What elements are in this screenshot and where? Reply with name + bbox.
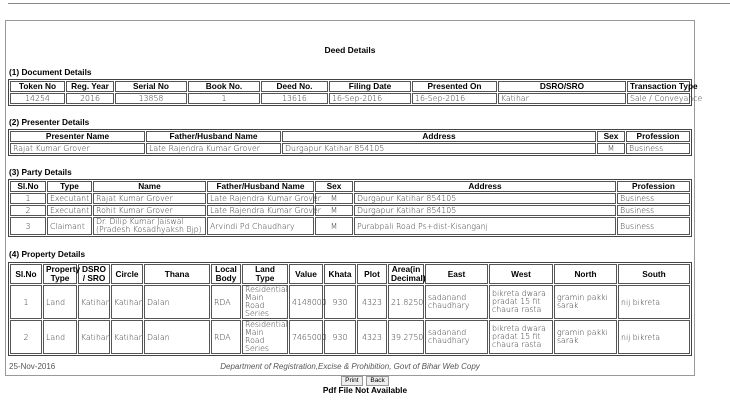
plot: 4323 xyxy=(357,285,387,319)
khata: 930 xyxy=(324,320,356,354)
north: gramin pakki sarak xyxy=(554,285,617,319)
north: gramin pakki sarak xyxy=(554,320,617,354)
pdf-status: Pdf File Not Available xyxy=(322,385,408,395)
document-details-heading: (1) Document Details xyxy=(9,67,92,77)
sex: M xyxy=(315,193,353,204)
token-no: 14254 xyxy=(10,93,65,104)
father-husband-name: Late Rajendra Kumar Grover xyxy=(207,193,314,204)
area: 39.2750 xyxy=(388,320,424,354)
col-sex: Sex xyxy=(315,181,353,192)
col-presented-on: Presented On xyxy=(412,81,497,92)
address: Durgapur Katihar 854105 xyxy=(282,143,596,154)
local-body: RDA xyxy=(211,320,241,354)
property-type: Land xyxy=(43,320,77,354)
type: Executant xyxy=(47,205,92,216)
east: sadanand chaudhary xyxy=(425,320,488,354)
col-area: Area(in Decimal) xyxy=(388,264,424,284)
footer-department: Department of Registration,Excise & Prohibition, Govt of Bihar Web Copy xyxy=(220,362,480,371)
book-no: 1 xyxy=(188,93,260,104)
property-details-heading: (4) Property Details xyxy=(9,249,86,259)
property-type: Land xyxy=(43,285,77,319)
col-father-husband-name: Father/Husband Name xyxy=(146,131,281,142)
col-east: East xyxy=(425,264,488,284)
sl-no: 2 xyxy=(10,320,42,354)
profession: Business xyxy=(617,217,690,235)
reg-year: 2016 xyxy=(66,93,114,104)
col-thana: Thana xyxy=(144,264,210,284)
col-filing-date: Filing Date xyxy=(329,81,411,92)
profession: Business xyxy=(617,193,690,204)
filing-date: 16-Sep-2016 xyxy=(329,93,411,104)
table-row xyxy=(10,285,690,319)
back-button[interactable]: Back xyxy=(366,376,388,386)
sex: M xyxy=(315,205,353,216)
col-circle: Circle xyxy=(111,264,143,284)
col-south: South xyxy=(618,264,690,284)
name: Rohit Kumar Grover xyxy=(93,205,206,216)
name: Rajat Kumar Grover xyxy=(93,193,206,204)
col-sex: Sex xyxy=(597,131,625,142)
page-title: Deed Details xyxy=(324,45,376,55)
east: sadanand chaudhary xyxy=(425,285,488,319)
property-details-table xyxy=(8,262,692,356)
area: 21.8250 xyxy=(388,285,424,319)
sl-no: 1 xyxy=(10,285,42,319)
party-header-row xyxy=(10,181,690,192)
col-name: Name xyxy=(93,181,206,192)
property-header-row xyxy=(10,264,690,284)
plot: 4323 xyxy=(357,320,387,354)
west: bikreta dwara pradat 15 fit chaura rasta xyxy=(489,320,553,354)
top-rule xyxy=(8,3,730,4)
col-profession: Profession xyxy=(626,131,690,142)
col-local-body: Local Body xyxy=(211,264,241,284)
dsro-sro: Katihar xyxy=(78,285,110,319)
col-property-type: Property Type xyxy=(43,264,77,284)
type: Executant xyxy=(47,193,92,204)
col-type: Type xyxy=(47,181,92,192)
address: Purabpali Road Ps+dist-Kisanganj xyxy=(354,217,616,235)
col-father-husband-name: Father/Husband Name xyxy=(207,181,314,192)
circle: Katihar xyxy=(111,285,143,319)
table-row xyxy=(10,217,690,235)
col-sl-no: Sl.No xyxy=(10,264,42,284)
presenter-details-heading: (2) Presenter Details xyxy=(9,117,90,127)
father-husband-name: Late Rajendra Kumar Grover xyxy=(146,143,281,154)
address: Durgapur Katihar 854105 xyxy=(354,205,616,216)
col-book-no: Book No. xyxy=(188,81,260,92)
address: Durgapur Katihar 854105 xyxy=(354,193,616,204)
col-reg-year: Reg. Year xyxy=(66,81,114,92)
table-row xyxy=(10,205,690,216)
sl-no: 3 xyxy=(10,217,46,235)
serial-no: 13858 xyxy=(115,93,187,104)
col-dsro-sro: DSRO/SRO xyxy=(498,81,626,92)
west: bikreta dwara pradat 15 fit chaura rasta xyxy=(489,285,553,319)
col-transaction-type: Transaction Type xyxy=(627,81,690,92)
col-deed-no: Deed No. xyxy=(261,81,328,92)
deed-details-panel xyxy=(5,20,703,376)
type: Claimant xyxy=(47,217,92,235)
col-plot: Plot xyxy=(357,264,387,284)
col-token-no: Token No xyxy=(10,81,65,92)
local-body: RDA xyxy=(211,285,241,319)
table-row xyxy=(10,93,690,104)
col-address: Address xyxy=(282,131,596,142)
south: nij bikreta xyxy=(618,285,690,319)
col-value: Value xyxy=(289,264,323,284)
col-sl-no: Sl.No xyxy=(10,181,46,192)
khata: 930 xyxy=(324,285,356,319)
land-type: Residential Main Road Series xyxy=(242,285,288,319)
col-north: North xyxy=(554,264,617,284)
presenter-header-row xyxy=(10,131,690,142)
table-row xyxy=(10,193,690,204)
print-button[interactable]: Print xyxy=(341,376,362,386)
land-type: Residential Main Road Series xyxy=(242,320,288,354)
circle: Katihar xyxy=(111,320,143,354)
value: 4148000 xyxy=(289,285,323,319)
transaction-type: Sale / Conveyance xyxy=(627,93,690,104)
col-dsro-sro: DSRO / SRO xyxy=(78,264,110,284)
col-land-type: Land Type xyxy=(242,264,288,284)
presenter-details-table xyxy=(8,129,692,156)
value: 7465000 xyxy=(289,320,323,354)
party-details-heading: (3) Party Details xyxy=(9,167,72,177)
col-profession: Profession xyxy=(617,181,690,192)
footer-date: 25-Nov-2016 xyxy=(9,362,56,371)
table-row xyxy=(10,143,690,154)
presented-on: 16-Sep-2016 xyxy=(412,93,497,104)
table-row xyxy=(10,320,690,354)
father-husband-name: Late Rajendra Kumar Grover xyxy=(207,205,314,216)
document-details-table xyxy=(8,79,703,106)
father-husband-name: Arvindi Pd Chaudhary xyxy=(207,217,314,235)
sex: M xyxy=(597,143,625,154)
deed-no: 13616 xyxy=(261,93,328,104)
name: Dr. Dilip Kumar Jaiswal (Pradesh Kosadhyaksh Bjp) xyxy=(93,217,206,235)
col-west: West xyxy=(489,264,553,284)
col-khata: Khata xyxy=(324,264,356,284)
presenter-name: Rajat Kumar Grover xyxy=(10,143,145,154)
dsro-sro: Katihar xyxy=(78,320,110,354)
profession: Business xyxy=(626,143,690,154)
south: nij bikreta xyxy=(618,320,690,354)
col-serial-no: Serial No xyxy=(115,81,187,92)
dsro-sro: Katihar xyxy=(498,93,626,104)
thana: Dalan xyxy=(144,285,210,319)
col-presenter-name: Presenter Name xyxy=(10,131,145,142)
col-address: Address xyxy=(354,181,616,192)
profession: Business xyxy=(617,205,690,216)
document-header-row xyxy=(10,81,690,92)
thana: Dalan xyxy=(144,320,210,354)
party-details-table xyxy=(8,179,692,237)
sex: M xyxy=(315,217,353,235)
sl-no: 2 xyxy=(10,205,46,216)
sl-no: 1 xyxy=(10,193,46,204)
